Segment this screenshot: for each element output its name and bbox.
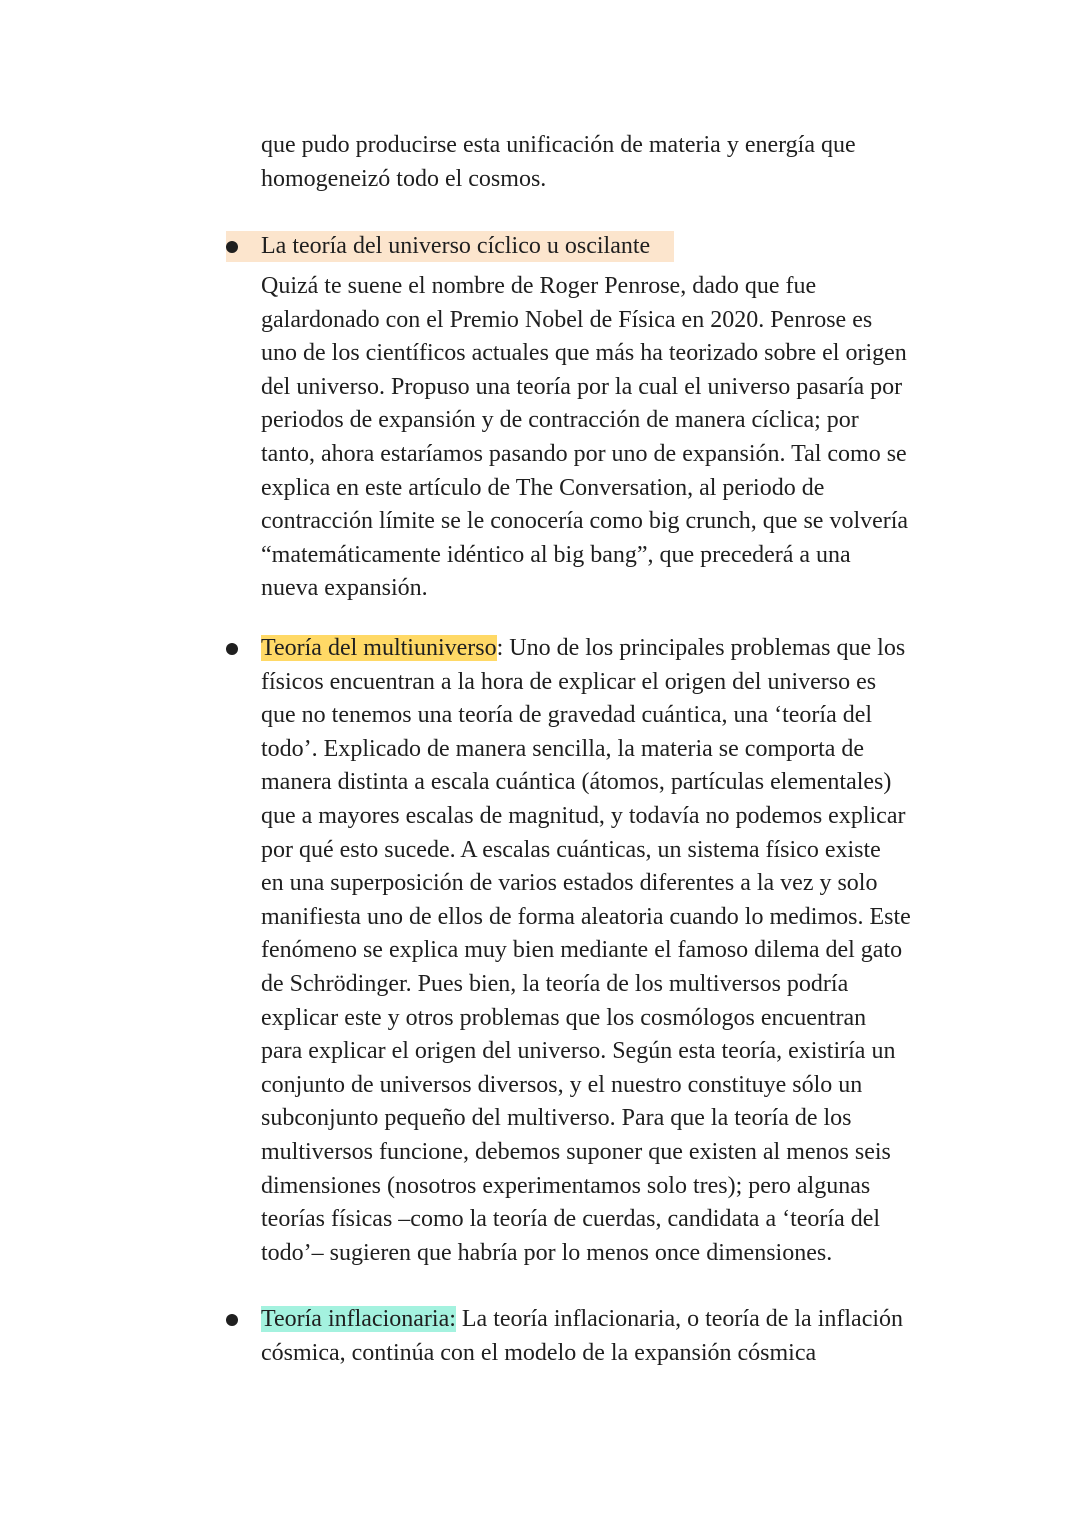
text-line: tanto, ahora estaríamos pasando por uno de expansión. Tal como se (261, 440, 907, 467)
text-line: nueva expansión. (261, 575, 428, 602)
bullet-icon (226, 241, 238, 253)
text-line: del universo. Propuso una teoría por la cual el universo pasaría por (261, 373, 903, 400)
section-inflation (261, 1303, 961, 1370)
heading-continuation: : Uno de los principales problemas que los (496, 635, 906, 661)
text-line: dimensiones (nosotros experimentamos solo tres); pero algunas (261, 1172, 871, 1199)
text-line: que a mayores escalas de magnitud, y todavía no podemos explicar (261, 802, 906, 829)
heading-continuation: La teoría inflacionaria, o teoría de la inflación (455, 1306, 904, 1332)
text-line: Quizá te suene el nombre de Roger Penrose, dado que fue (261, 273, 817, 299)
text-line: explicar este y otros problemas que los cosmólogos encuentran (261, 1004, 867, 1031)
section-cyclic-body (261, 270, 961, 606)
intro-paragraph (261, 129, 961, 196)
text-line: que no tenemos una teoría de gravedad cuántica, una ‘teoría del (261, 702, 873, 729)
text-line: de Schrödinger. Pues bien, la teoría de los multiversos podría (261, 970, 849, 997)
bullet-icon (226, 1314, 238, 1326)
section-cyclic-heading (261, 230, 961, 264)
section-multiverse (261, 632, 961, 1270)
text-line: contracción límite se le conocería como big crunch, que se volvería (261, 508, 909, 535)
text-line: galardonado con el Premio Nobel de Física en 2020. Penrose es (261, 306, 873, 333)
text-line: cósmica, continúa con el modelo de la expansión cósmica (261, 1339, 817, 1366)
text-line: físicos encuentran a la hora de explicar el origen del universo es (261, 668, 877, 695)
text-line: teorías físicas –como la teoría de cuerdas, candidata a ‘teoría del (261, 1206, 881, 1233)
text-line: periodos de expansión y de contracción de manera cíclica; por (261, 407, 859, 434)
section-heading: La teoría del universo cíclico u oscilante (261, 233, 651, 259)
text-line: todo’– sugieren que habría por lo menos once dimensiones. (261, 1239, 833, 1266)
text-line: explica en este artículo de The Conversation, al periodo de (261, 474, 825, 501)
text-line: multiversos funcione, debemos suponer que existen al menos seis (261, 1138, 891, 1165)
text-line: por qué esto sucede. A escalas cuánticas, un sistema físico existe (261, 836, 881, 863)
text-line: todo’. Explicado de manera sencilla, la materia se comporta de (261, 735, 865, 762)
text-line: en una superposición de varios estados diferentes a la vez y solo (261, 870, 878, 897)
text-line: que pudo producirse esta unificación de materia y energía que (261, 132, 856, 158)
text-line: fenómeno se explica muy bien mediante el famoso dilema del gato (261, 937, 903, 964)
text-line: conjunto de universos diversos, y el nuestro constituye sólo un (261, 1071, 863, 1098)
text-line: manifiesta uno de ellos de forma aleatoria cuando lo medimos. Este (261, 903, 911, 930)
text-line: para explicar el origen del universo. Según esta teoría, existiría un (261, 1038, 896, 1065)
section-heading: Teoría inflacionaria: (261, 1306, 456, 1332)
text-line: manera distinta a escala cuántica (átomos, partículas elementales) (261, 769, 892, 796)
text-line (261, 632, 961, 666)
text-line: homogeneizó todo el cosmos. (261, 165, 547, 192)
text-line: uno de los científicos actuales que más ha teorizado sobre el origen (261, 340, 907, 367)
bullet-icon (226, 643, 238, 655)
section-heading: Teoría del multiuniverso (261, 635, 497, 661)
text-line (261, 1303, 961, 1337)
text-line: “matemáticamente idéntico al big bang”, que precederá a una (261, 541, 851, 568)
text-line: subconjunto pequeño del multiverso. Para que la teoría de los (261, 1105, 852, 1132)
